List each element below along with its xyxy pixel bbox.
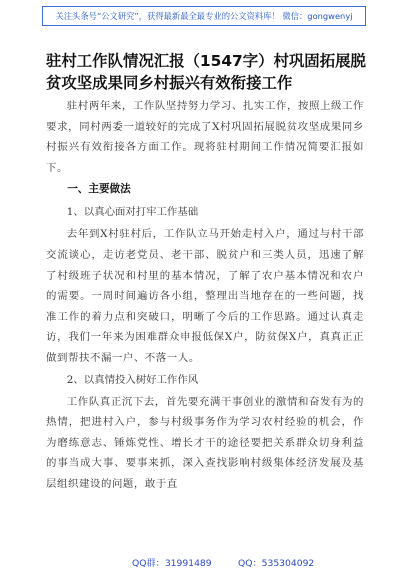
subsection-heading: 1、以真心面对打牢工作基础 [66,206,199,219]
section-heading: 一、主要做法 [67,183,131,196]
promo-banner: 关注头条号“公文研究”，获得最新最全最专业的公文资料库！ 微信：gongwenyj [42,6,366,26]
subsection-paragraph: 工作队真正沉下去，首先要充满干事创业的激情和奋发有为的热情，把进村入户，参与村级事务作为学习农村经验的机会，作为磨练意志、锤炼党性、增长才干的途径要把关系群众切身利益的事当成大事、要事来抓，深入查找影响村级集体经济发展及基层组织建设的问题，敢于直 [46,395,364,490]
intro-paragraph: 驻村两年来，工作队坚持努力学习、扎实工作，按照上级工作要求，同村两委一道较好的完成了X村巩固拓展脱贫攻坚成果同乡村振兴有效衔接各方面工作。现将驻村期间工作情况简要汇报如下。 [46,100,364,174]
document-body [46,96,364,495]
document-title: 驻村工作队情况汇报（1547字）村巩固拓展脱贫攻坚成果同乡村振兴有效衔接工作 [46,52,366,92]
subsection-heading: 2、以真情投入树好工作作风 [66,373,199,386]
qq-group-text: QQ群：31991489 [132,558,212,569]
qq-contact-text: QQ：535304092 [238,558,315,569]
subsection-paragraph: 去年到X村驻村后，工作队立马开始走村入户，通过与村干部交流谈心，走访老党员、老干部、脱贫户和三类人员，迅速了解了村级班子状况和村里的基本情况，了解了农户基本情况和农户的需要。一周时间遍访各小组，整理出当地存在的一些问题，找准工作的着力点和突破口，明晰了今后的工作思路。通过认真走访，我们一年来为困难群众申报低保X户，防贫保X户，真真正正做到帮扶不漏一户、不落一人。 [46,228,364,364]
page-footer [0,556,408,572]
